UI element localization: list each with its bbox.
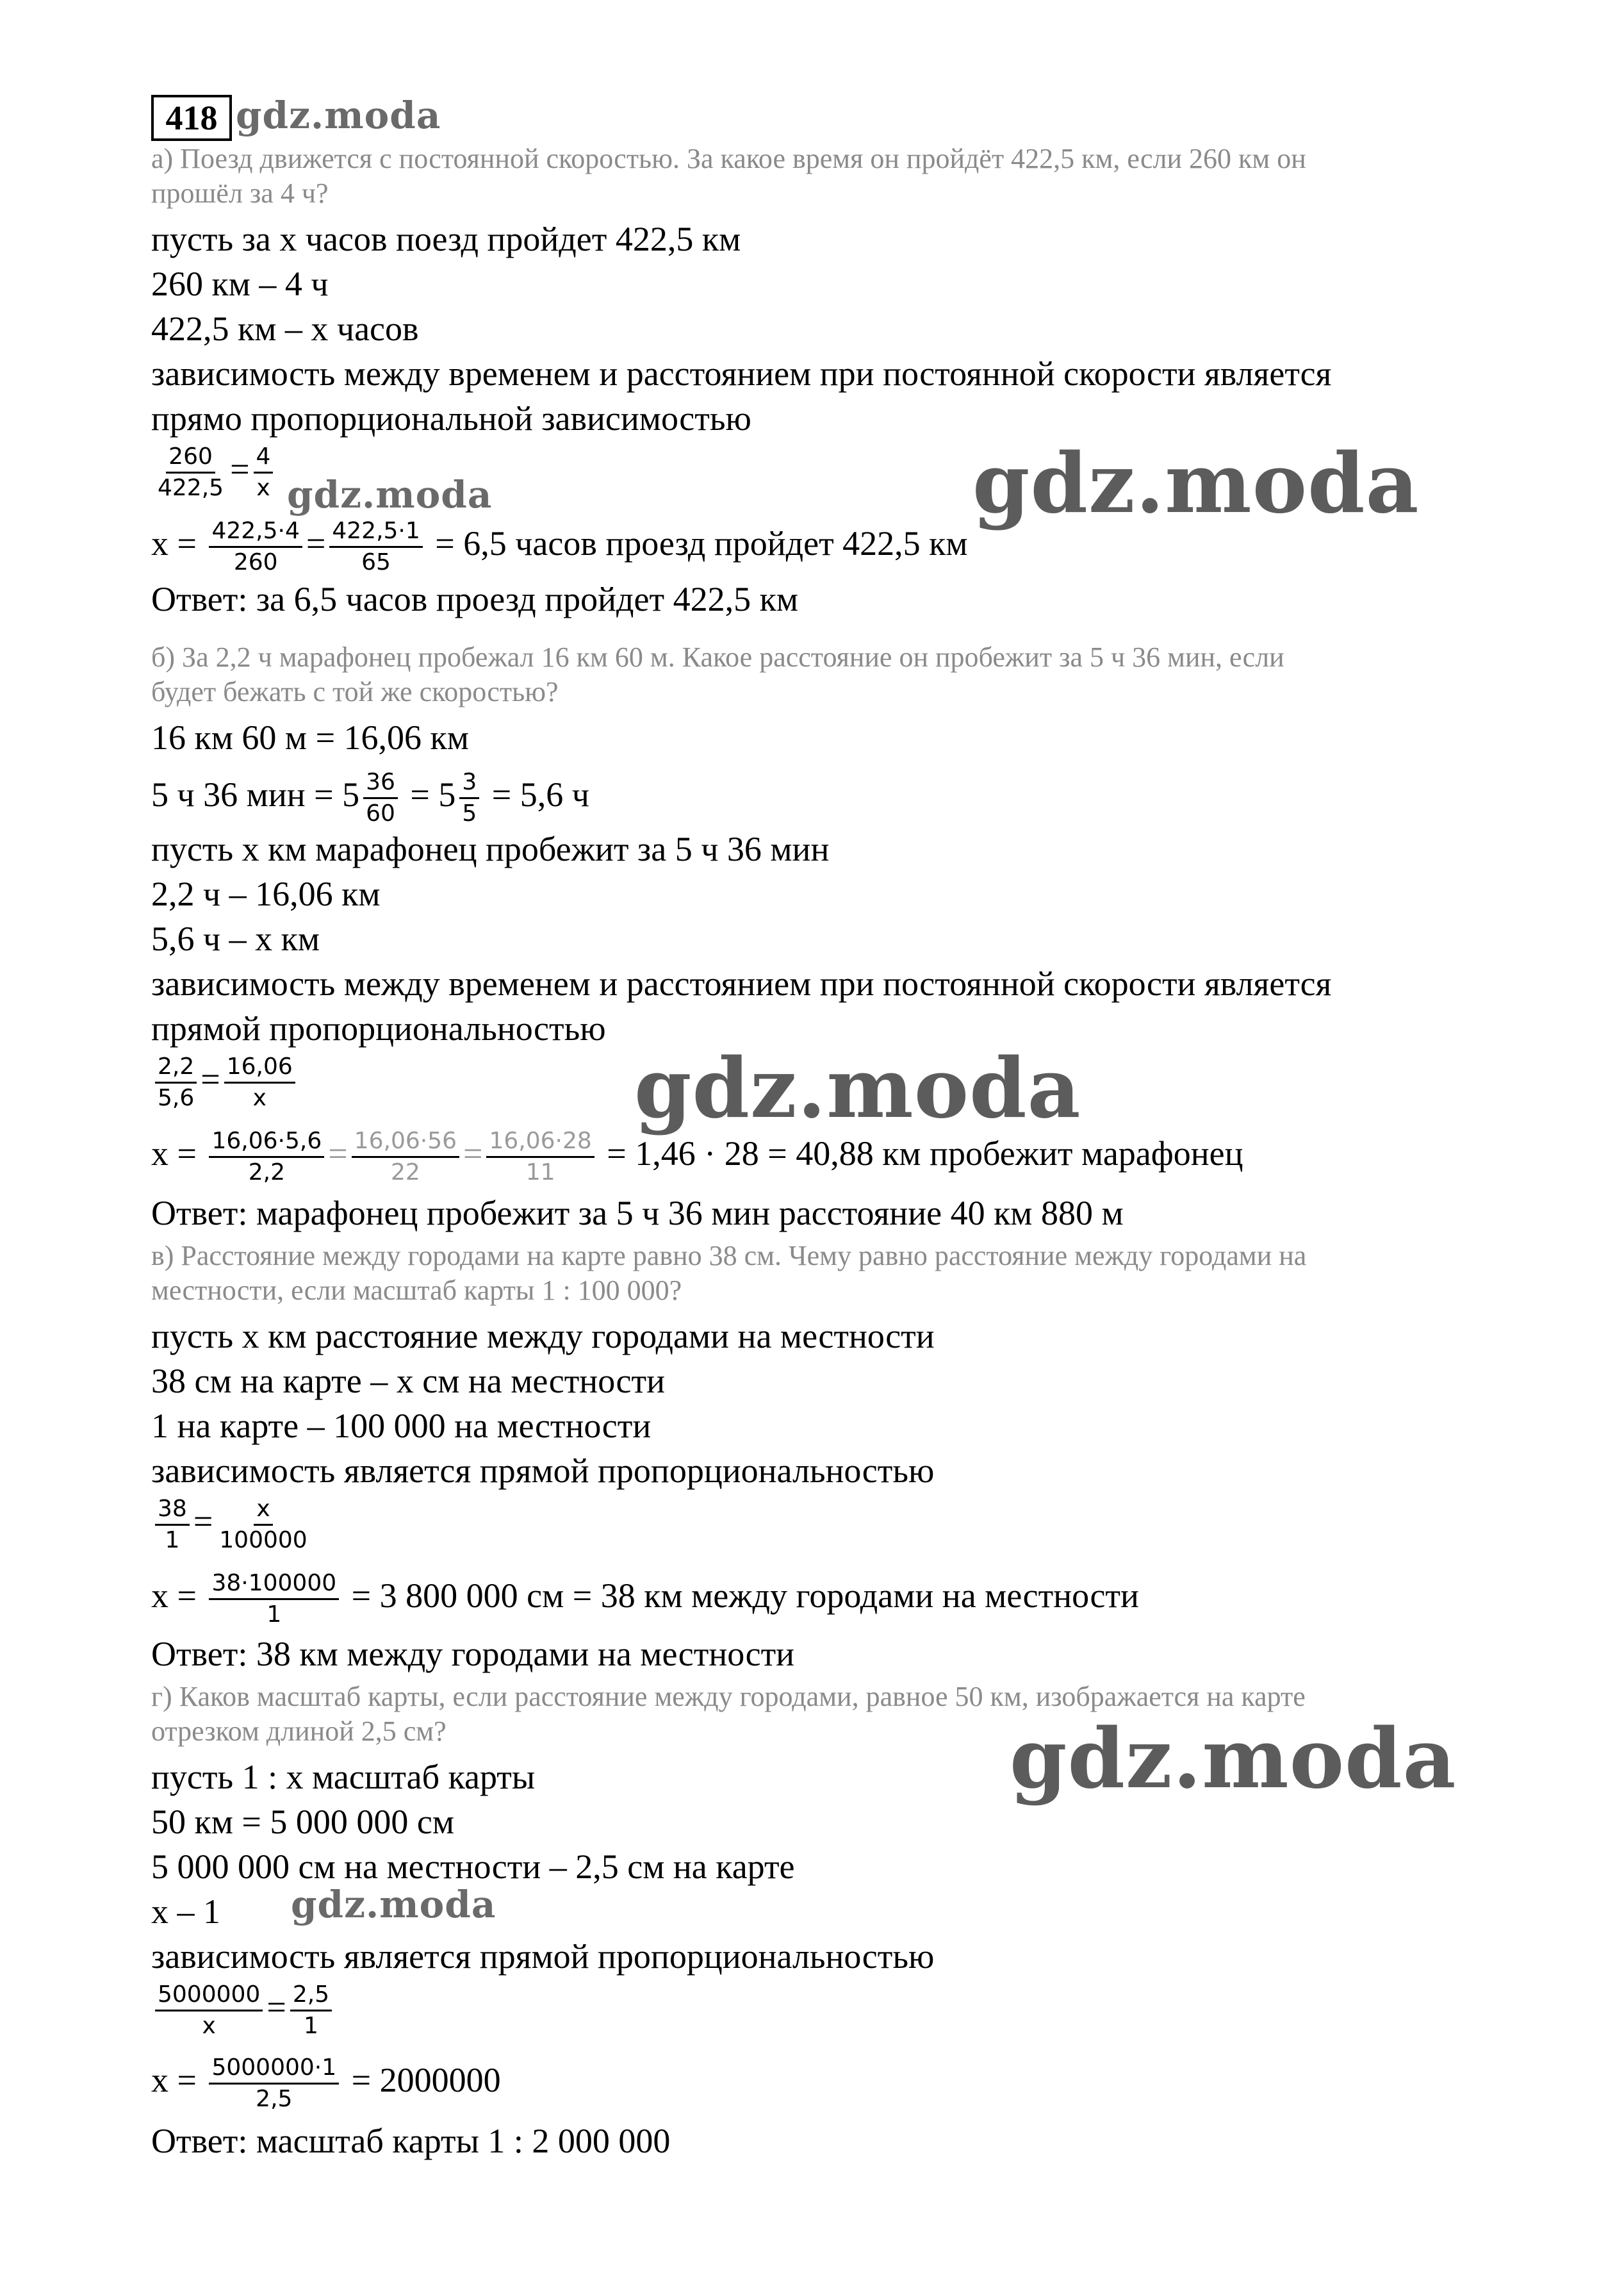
question-v-line2: местности, если масштаб карты 1 : 100 000? — [151, 1275, 682, 1306]
fraction: $\frac{16,06\cdot 56}{22}$ — [352, 1128, 459, 1186]
text-line: х – 1 — [151, 1892, 220, 1931]
question-a-line1: а) Поезд движется с постоянной скоростью. За какое время он пройдёт 422,5 км, если 260 км он — [151, 143, 1306, 174]
watermark-logo: gdz.moda — [1010, 1711, 1457, 1807]
calculation-formula: х = $\frac{16,06\cdot 5,6}{2,2}$ = $\frac{16,06\cdot 56}{22}$ = $\frac{16,06\cdot 28}{11}$ = 1,46 · 28 = 40,88 км пробежит марафонец — [151, 1128, 1243, 1185]
time-conversion-formula: 5 ч 36 мин = 5 $\frac{36}{60}$ = 5 $\frac{3}{5}$ = 5,6 ч — [151, 769, 589, 827]
question-b-line2: будет бежать с той же скоростью? — [151, 676, 559, 707]
question-g-line1: г) Каков масштаб карты, если расстояние между городами, равное 50 км, изображается на карте — [151, 1681, 1306, 1712]
text-line: зависимость между временем и расстоянием при постоянной скорости является — [151, 354, 1332, 393]
text-line: 422,5 км – х часов — [151, 310, 419, 348]
watermark-logo: gdz.moda — [236, 94, 441, 137]
fraction: $\frac{422,5\cdot 4}{260}$ — [209, 518, 302, 576]
fraction: $\frac{16,06}{x}$ — [224, 1053, 295, 1112]
fraction: $\frac{16,06\cdot 28}{11}$ — [486, 1128, 594, 1186]
fraction: $\frac{2,5}{1}$ — [290, 1981, 332, 2040]
fraction: $\frac{4}{x}$ — [254, 443, 274, 502]
question-a-line2: прошёл за 4 ч? — [151, 178, 329, 209]
answer-b: Ответ: марафонец пробежит за 5 ч 36 мин расстояние 40 км 880 м — [151, 1194, 1124, 1232]
proportion-formula: $\frac{5000000}{x}$ = $\frac{2,5}{1}$ — [151, 1981, 336, 2040]
text-line: зависимость между временем и расстоянием при постоянной скорости является — [151, 964, 1332, 1003]
proportion-formula: $\frac{2,2}{5,6}$ = $\frac{16,06}{x}$ — [151, 1053, 299, 1112]
text-line: прямой пропорциональностью — [151, 1009, 606, 1048]
text-line: пусть х км расстояние между городами на местности — [151, 1317, 935, 1355]
text-line: пусть х км марафонец пробежит за 5 ч 36 мин — [151, 830, 830, 868]
calculation-formula: х = $\frac{38\cdot 100000}{1}$ = 3 800 000 см = 38 км между городами на местности — [151, 1570, 1139, 1628]
fraction: $\frac{5000000\cdot 1}{2,5}$ — [209, 2054, 339, 2113]
answer-v: Ответ: 38 км между городами на местности — [151, 1635, 795, 1673]
calculation-formula: х = $\frac{5000000\cdot 1}{2,5}$ = 2000000 — [151, 2054, 501, 2112]
question-g-line2: отрезком длиной 2,5 см? — [151, 1715, 447, 1747]
fraction: $\frac{260}{422,5}$ — [158, 443, 224, 501]
fraction: $\frac{5000000}{x}$ — [155, 1981, 263, 2040]
text-line: 260 км – 4 ч — [151, 265, 329, 303]
answer-g: Ответ: масштаб карты 1 : 2 000 000 — [151, 2122, 671, 2160]
calculation-formula: х = $\frac{422,5\cdot 4}{260}$ = $\frac{422,5\cdot 1}{65}$ = 6,5 часов проезд пройдет 422,5 км — [151, 518, 968, 575]
task-number: 418 — [151, 95, 232, 141]
text-line: 2,2 ч – 16,06 км — [151, 875, 381, 913]
text-line: 50 км = 5 000 000 см — [151, 1803, 455, 1841]
fraction: $\frac{16,06\cdot 5,6}{2,2}$ — [209, 1128, 324, 1186]
question-v-line1: в) Расстояние между городами на карте равно 38 см. Чему равно расстояние между городами на — [151, 1240, 1307, 1271]
fraction: $\frac{38}{1}$ — [155, 1496, 190, 1554]
fraction: $\frac{x}{100000}$ — [219, 1496, 307, 1553]
proportion-formula: $\frac{260}{422,5}$ = $\frac{4}{x}$ — [151, 443, 277, 502]
text-line: зависимость является прямой пропорциональностью — [151, 1937, 935, 1976]
proportion-formula: $\frac{38}{1}$ = $\frac{x}{100000}$ — [151, 1496, 314, 1554]
text-line: зависимость является прямой пропорциональностью — [151, 1451, 935, 1490]
question-b-line1: б) За 2,2 ч марафонец пробежал 16 км 60 м. Какое расстояние он пробежит за 5 ч 36 мин, если — [151, 641, 1284, 673]
watermark-logo: gdz.moda — [634, 1041, 1081, 1137]
fraction: $\frac{422,5\cdot 1}{65}$ — [329, 518, 422, 576]
watermark-logo: gdz.moda — [972, 436, 1420, 532]
fraction: $\frac{38\cdot 100000}{1}$ — [209, 1570, 339, 1628]
text-line: 5 000 000 см на местности – 2,5 см на карте — [151, 1847, 795, 1886]
text-line: прямо пропорциональной зависимостью — [151, 399, 751, 438]
text-line: пусть 1 : х масштаб карты — [151, 1758, 536, 1796]
watermark-logo: gdz.moda — [287, 473, 493, 516]
fraction: $\frac{2,2}{5,6}$ — [155, 1053, 197, 1112]
text-line: 5,6 ч – х км — [151, 920, 320, 958]
answer-a: Ответ: за 6,5 часов проезд пройдет 422,5 км — [151, 580, 798, 618]
text-line: 16 км 60 м = 16,06 км — [151, 718, 469, 757]
fraction: $\frac{3}{5}$ — [459, 769, 479, 827]
fraction: $\frac{36}{60}$ — [363, 769, 398, 827]
text-line: 1 на карте – 100 000 на местности — [151, 1407, 652, 1445]
text-line: пусть за х часов поезд пройдет 422,5 км — [151, 220, 741, 258]
text-line: 38 см на карте – х см на местности — [151, 1362, 666, 1400]
watermark-logo: gdz.moda — [291, 1883, 496, 1926]
